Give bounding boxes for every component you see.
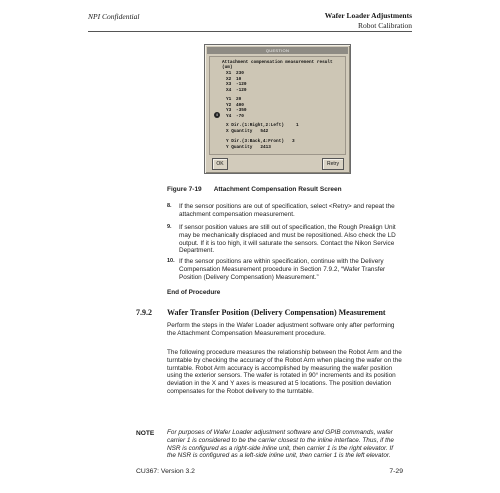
step-text: If sensor position values are still out of specification, the Rough Prealign Unit may be mechanically displaced and must be repositioned. Also check the LD output. If it is too high, it will saturate the sensors. Contact the Nikon Service Department. (179, 224, 396, 255)
paragraph: The following procedure measures the relationship between the Robot Arm and the turntable by checking the accuracy of the Robot Arm when placing the wafer on the turntable. Robot Arm accuracy is accomplished by measuring the wafer position using the exterior sensors. The wafer is rotated in 90° increments and its position deviation in the X and Y axes is measured at 5 locations. The position deviation compensates for the Robot delivery to the turntable. (167, 349, 402, 395)
x-quantity-label: X Quantity (226, 128, 253, 134)
paragraph: Perform the steps in the Wafer Loader adjustment software only after performing the Attachment Compensation Measurement procedure. (167, 322, 395, 337)
step-number: 10. (167, 258, 175, 264)
x-value-row: X4 -120 (226, 87, 247, 93)
header-section-title: Robot Calibration (358, 20, 412, 30)
x-value-row: X2 10 (226, 76, 242, 82)
footer-version: CU367: Version 3.2 (136, 468, 195, 475)
x-summary-block (226, 123, 299, 134)
figure-caption (167, 186, 342, 194)
y-value-row: Y2 400 (226, 102, 244, 108)
x-values-block (226, 71, 247, 93)
dialog-heading: Attachment compensation measurement result (um) (222, 60, 333, 70)
info-icon: i (214, 112, 220, 118)
footer-page-number: 7-29 (389, 468, 403, 475)
step-number: 9. (167, 224, 172, 230)
y-summary-block (226, 139, 295, 150)
y-direction-label: Y Dir.(3:Back,4:Front) (226, 139, 284, 144)
y-values-block (226, 97, 247, 119)
note-label: NOTE (136, 430, 155, 437)
step-text: If the sensor positions are within specification, continue with the Delivery Compensation Measurement procedure in Section 7.9.2, “Wafer Transfer Position (Delivery Compensation) Measurement.” (179, 258, 386, 281)
x-value-row: X1 230 (226, 71, 244, 76)
y-direction-value: 3 (291, 139, 295, 144)
ok-button[interactable]: OK (212, 158, 228, 170)
x-direction-value: 1 (295, 123, 299, 128)
y-quantity-value: 2413 (260, 144, 271, 150)
step-number: 8. (167, 203, 172, 209)
header-titles (325, 11, 412, 30)
dialog-title-bar: QUESTION (207, 47, 348, 54)
header-chapter-title: Wafer Loader Adjustments (324, 11, 412, 20)
y-value-row: Y4 -70 (226, 113, 244, 119)
figure-number: Figure 7-19 (167, 186, 202, 193)
question-dialog (204, 44, 351, 174)
step-item (167, 224, 397, 255)
step-item (167, 203, 397, 219)
y-quantity-label: Y Quantity (226, 144, 253, 150)
dialog-body (209, 56, 346, 155)
header-confidential: NPI Confidential (88, 12, 140, 21)
x-direction-label: X Dir.(1:Right,2:Left) (226, 123, 284, 128)
x-value-row: X3 -120 (226, 82, 247, 88)
retry-button[interactable]: Retry (322, 158, 344, 170)
step-item (167, 258, 397, 281)
end-of-procedure: End of Procedure (167, 289, 221, 296)
y-value-row: Y3 -350 (226, 108, 247, 114)
section-number: 7.9.2 (136, 308, 152, 317)
section-title: Wafer Transfer Position (Delivery Compensation) Measurement (167, 308, 386, 317)
x-quantity-value: 542 (260, 128, 269, 134)
note-text: For purposes of Wafer Loader adjustment software and GPIB commands, wafer carrier 1 is considered to be the carrier closest to the inline interface. Thus, if the NSR is configured as a right-side inline unit, then carrier 1 is the right elevator. If the NSR is configured as a left-side inline unit, then carrier 1 is the left elevator. (167, 429, 394, 460)
figure-title: Attachment Compensation Result Screen (213, 186, 342, 193)
step-text: If the sensor positions are out of specification, select <Retry> and repeat the attachment compensation measurement. (179, 203, 395, 218)
header-rule (88, 31, 412, 32)
y-value-row: Y1 20 (226, 97, 242, 102)
